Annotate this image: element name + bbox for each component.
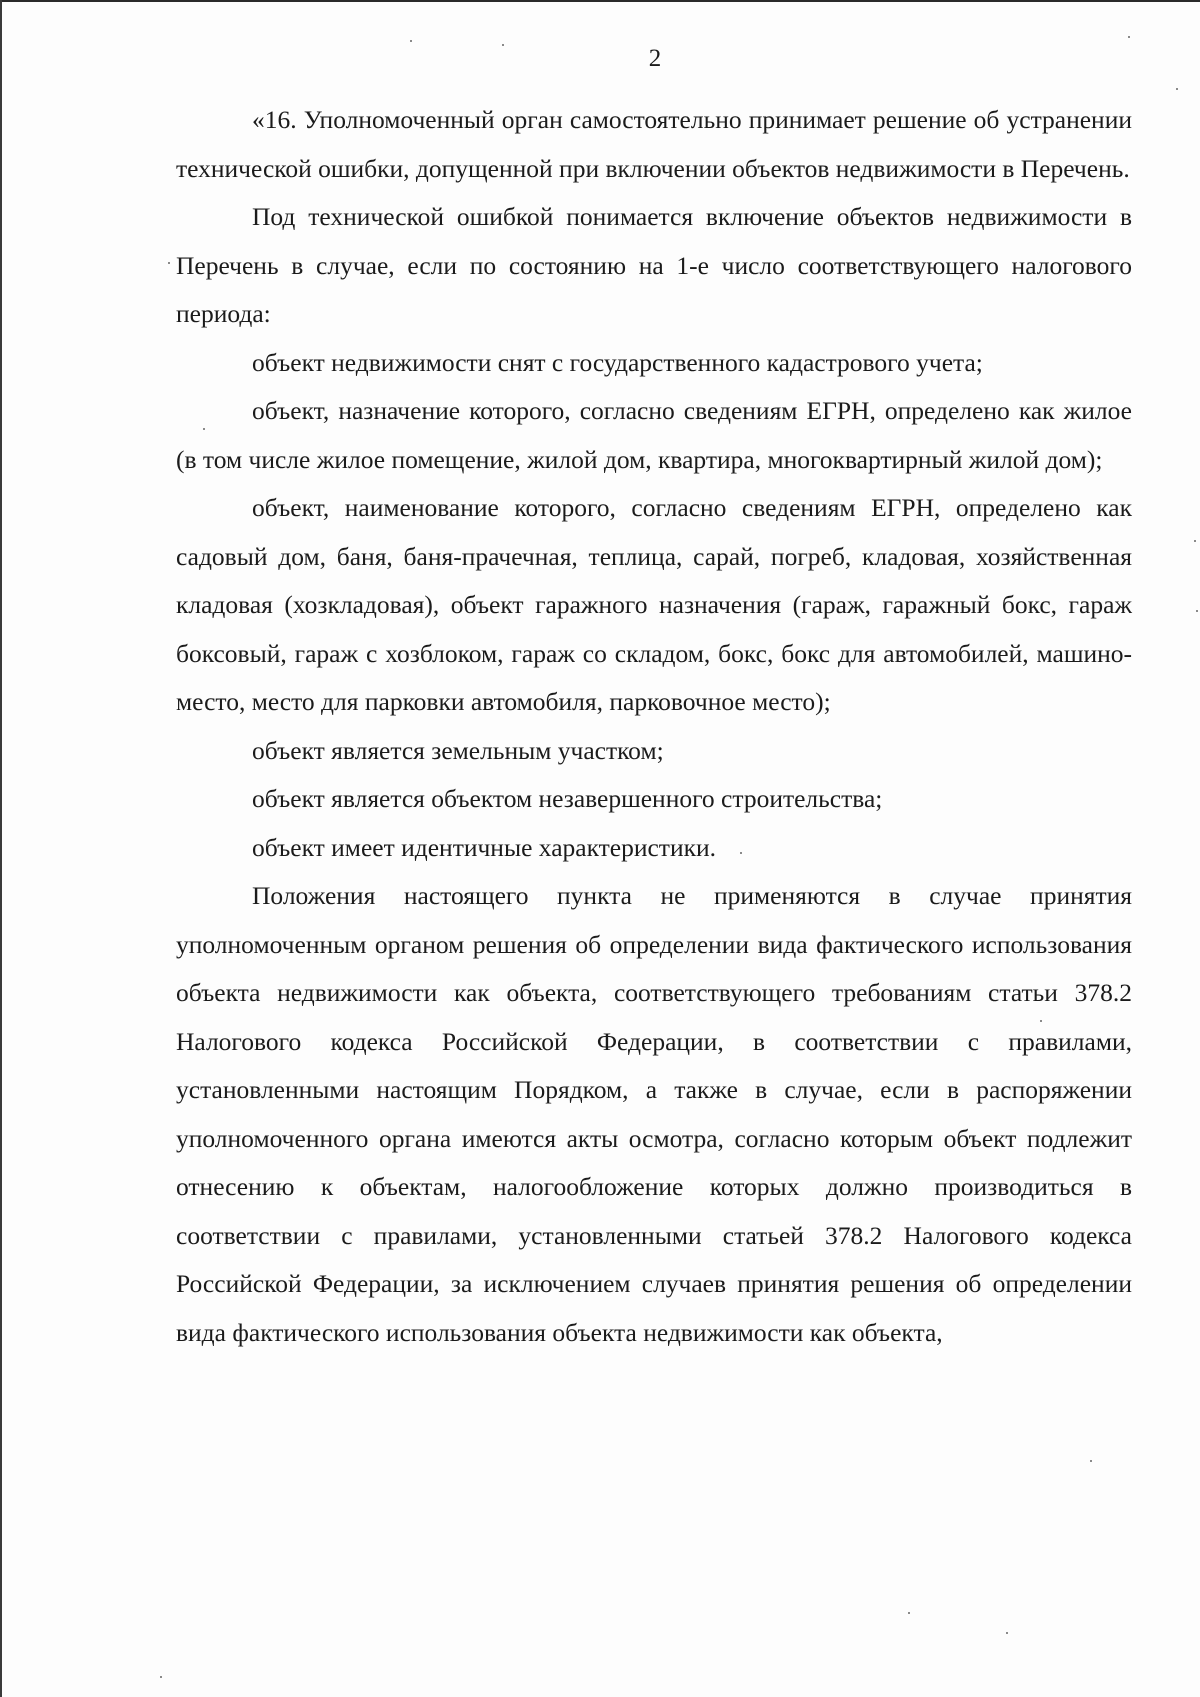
scan-speck <box>203 428 205 430</box>
page-number: 2 <box>648 45 662 72</box>
scan-speck <box>1194 540 1196 542</box>
scan-speck <box>160 1676 162 1678</box>
list-item-identical-characteristics: объект имеет идентичные характеристики. <box>252 832 717 862</box>
document-body <box>176 96 1132 1357</box>
scan-speck <box>168 262 170 264</box>
list-item-named-objects: объект, наименование которого, согласно сведениям ЕГРН, определено как садовый дом, баня, баня-прачечная, теплица, сарай, погреб, кладовая, хозяйственная кладовая (хозкладовая), объект гаражного назначения (гараж, гаражный бокс, гараж боксовый, гараж с хозблоком, гараж со складом, бокс, бокс для автомобилей, машино-место, место для парковки автомобиля, парковочное место); <box>176 493 1132 716</box>
scan-speck <box>1128 36 1130 38</box>
list-item-land-plot: объект является земельным участком; <box>252 735 664 765</box>
paragraph-exceptions: Положения настоящего пункта не применяются в случае принятия уполномоченным органом решения об определении вида фактического использования объекта недвижимости как объекта, соответствующего требованиям статьи 378.2 Налогового кодекса Российской Федерации, в соответствии с правилами, установленными настоящим Порядком, а также в случае, если в распоряжении уполномоченного органа имеются акты осмотра, согласно которым объект подлежит отнесению к объектам, налогообложение которых должно производиться в соответствии с правилами, установленными статьей 378.2 Налогового кодекса Российской Федерации, за исключением случаев принятия решения об определении вида фактического использования объекта недвижимости как объекта, <box>176 881 1132 1347</box>
list-item-unfinished-construction: объект является объектом незавершенного строительства; <box>252 784 883 813</box>
scan-speck <box>740 852 742 854</box>
scan-speck <box>1176 88 1178 90</box>
scan-speck <box>908 1612 910 1614</box>
list-item-deregistered: объект недвижимости снят с государственного кадастрового учета; <box>252 347 983 377</box>
scan-speck <box>502 44 504 46</box>
scan-speck <box>410 40 412 42</box>
scan-speck <box>1090 1460 1092 1462</box>
scan-top-border <box>0 0 1200 2</box>
scan-speck <box>1196 610 1198 612</box>
scan-speck <box>1006 1632 1008 1634</box>
paragraph-clause-16: «16. Уполномоченный орган самостоятельно принимает решение об устранении технической ошибки, допущенной при включении объектов недвижимости в Перечень. <box>176 105 1132 183</box>
list-item-residential: объект, назначение которого, согласно сведениям ЕГРН, определено как жилое (в том числе жилое помещение, жилой дом, квартира, многоквартирный жилой дом); <box>176 396 1132 474</box>
paragraph-technical-error-definition: Под технической ошибкой понимается включение объектов недвижимости в Перечень в случае, если по состоянию на 1-е число соответствующего налогового периода: <box>176 202 1132 328</box>
scan-speck <box>1040 1020 1042 1022</box>
scan-left-border <box>0 0 2 1697</box>
